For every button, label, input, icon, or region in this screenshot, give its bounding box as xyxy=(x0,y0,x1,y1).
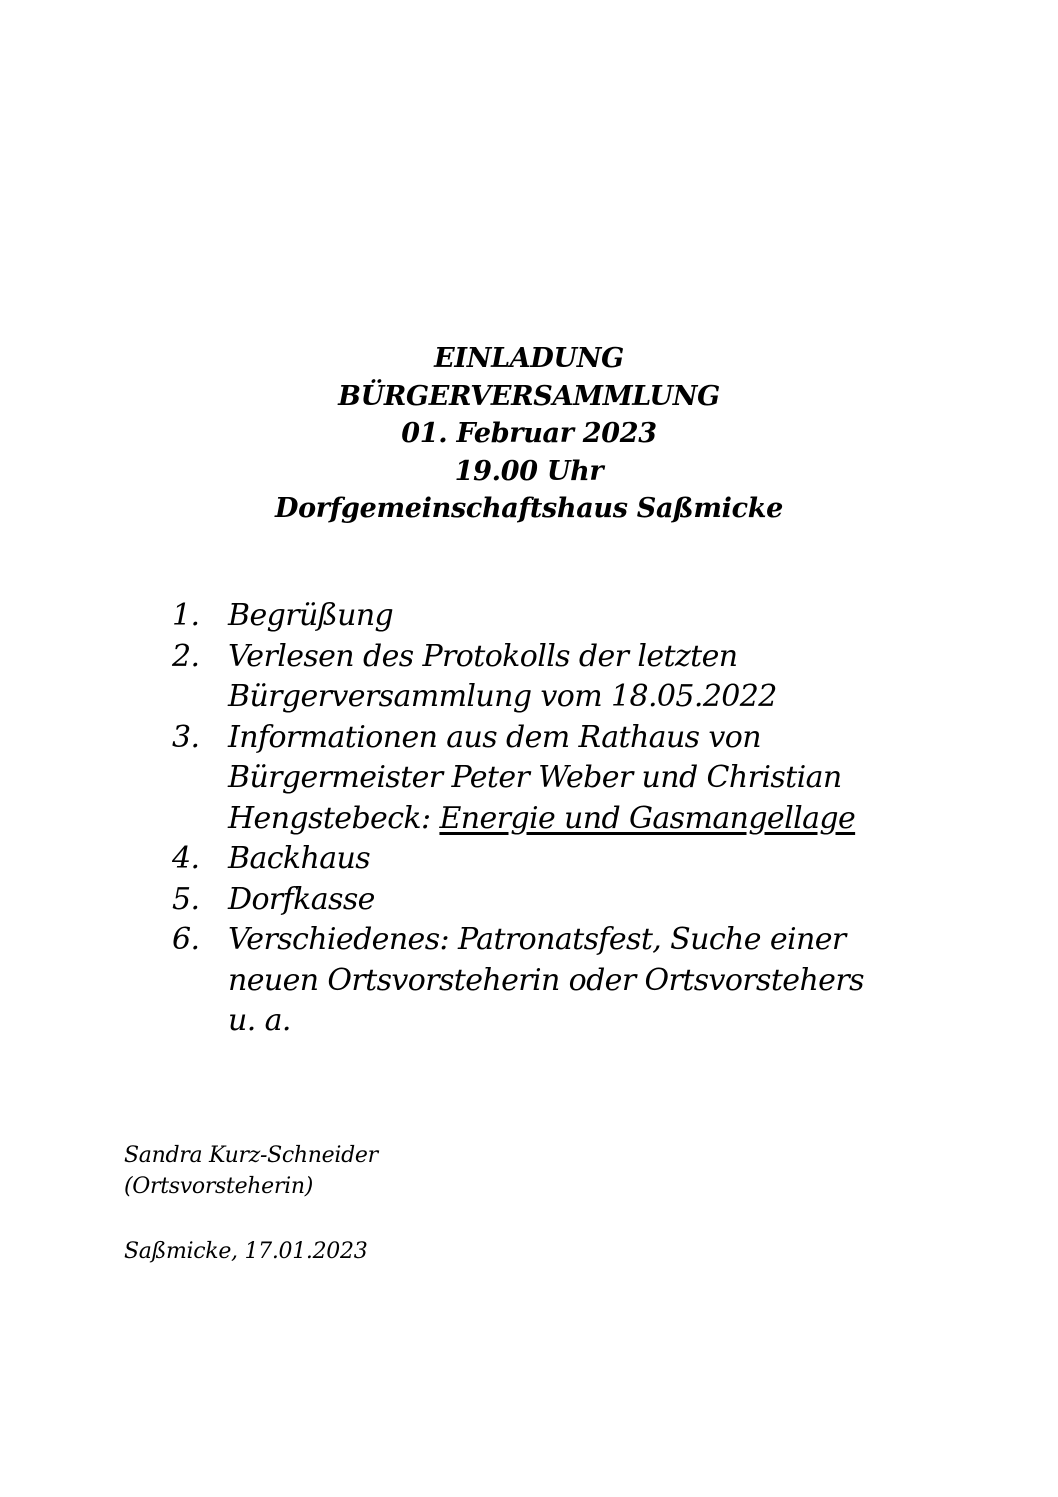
agenda-item-1 xyxy=(172,596,952,637)
agenda-item-5 xyxy=(172,880,952,921)
agenda-item-text-line xyxy=(228,799,952,840)
agenda-item-text-line: Verschiedenes: Patronatsfest, Suche einer xyxy=(228,922,846,957)
agenda-item-3 xyxy=(172,718,952,840)
agenda-item-number: 6. xyxy=(172,922,200,957)
agenda-item-number: 5. xyxy=(172,881,200,917)
agenda-item-2 xyxy=(172,637,952,718)
heading-location: Dorfgemeinschaftshaus Saßmicke xyxy=(274,493,784,524)
agenda-item-4 xyxy=(172,839,952,880)
agenda-item-text-line: Verlesen des Protokolls der letzten xyxy=(228,638,738,674)
heading-title: EINLADUNG xyxy=(434,343,624,374)
agenda-item-number: 4. xyxy=(172,841,200,876)
signature-block xyxy=(124,1140,378,1202)
agenda-list xyxy=(172,596,952,1042)
agenda-item-text: Backhaus xyxy=(228,841,371,876)
agenda-item-text: Begrüßung xyxy=(228,598,394,633)
agenda-item-text-prefix: Hengstebeck: xyxy=(228,800,440,836)
agenda-item-6 xyxy=(172,920,952,1042)
agenda-item-text-line: u. a. xyxy=(228,1003,291,1038)
agenda-item-number: 3. xyxy=(172,719,200,755)
agenda-item-text-line: Bürgermeister Peter Weber und Christian xyxy=(228,760,842,795)
place-and-date: Saßmicke, 17.01.2023 xyxy=(124,1239,368,1264)
heading-date: 01. Februar 2023 xyxy=(401,418,657,449)
agenda-item-underlined-topic: Energie und Gasmangellage xyxy=(439,800,856,836)
heading-event: BÜRGERVERSAMMLUNG xyxy=(338,380,720,412)
signature-name: Sandra Kurz-Schneider xyxy=(124,1143,378,1168)
invitation-heading xyxy=(0,340,1058,528)
signature-role: (Ortsvorsteherin) xyxy=(124,1174,314,1199)
agenda-item-number: 2. xyxy=(172,638,200,674)
agenda-item-text-line: neuen Ortsvorsteherin oder Ortsvorstehers xyxy=(228,962,864,998)
heading-time: 19.00 Uhr xyxy=(454,455,604,487)
agenda-item-number: 1. xyxy=(172,598,200,633)
agenda-item-text-line: Bürgerversammlung vom 18.05.2022 xyxy=(228,679,777,714)
agenda-item-text: Dorfkasse xyxy=(228,881,375,917)
agenda-item-text-line: Informationen aus dem Rathaus von xyxy=(228,719,761,755)
